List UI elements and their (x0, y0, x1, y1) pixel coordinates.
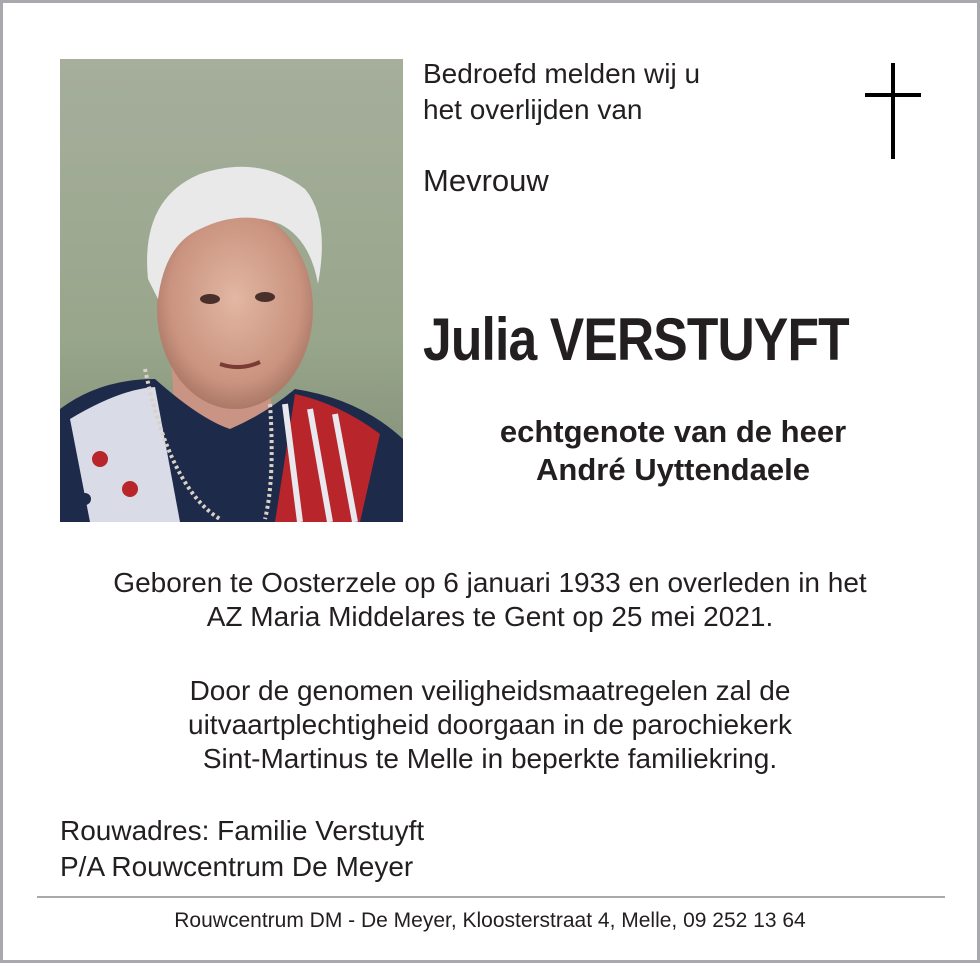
birth-death-line-2: AZ Maria Middelares te Gent op 25 mei 2021. (206, 601, 774, 632)
spouse-line-1: echtgenote van de heer (499, 414, 847, 449)
mourning-address (60, 813, 424, 885)
ceremony-line-1: Door de genomen veiligheidsmaatregelen zal de (189, 675, 791, 706)
intro-text (423, 56, 700, 128)
portrait-photo (60, 59, 403, 522)
spouse-block (423, 413, 923, 489)
birth-death-line-1: Geboren te Oosterzele op 6 januari 1933 en overleden in het (113, 567, 867, 598)
funeral-home-footer: Rouwcentrum DM - De Meyer, Kloosterstraat 4, Melle, 09 252 13 64 (174, 909, 806, 932)
honorific: Mevrouw (423, 163, 549, 198)
spouse-line-2: André Uyttendaele (536, 452, 810, 487)
footer-divider (37, 896, 945, 898)
intro-line-2: het overlijden van (423, 94, 643, 125)
address-line-1: Rouwadres: Familie Verstuyft (60, 815, 425, 846)
portrait-illustration (60, 59, 403, 522)
ceremony-text (3, 674, 977, 776)
deceased-name: Julia VERSTUYFT (423, 306, 849, 373)
address-line-2: P/A Rouwcentrum De Meyer (60, 851, 414, 882)
ceremony-line-2: uitvaartplechtigheid doorgaan in de parochiekerk (188, 709, 792, 740)
ceremony-line-3: Sint-Martinus te Melle in beperkte familiekring. (202, 743, 778, 774)
birth-death-text (3, 566, 977, 634)
latin-cross-icon (865, 63, 921, 159)
intro-line-1: Bedroefd melden wij u (423, 58, 701, 89)
